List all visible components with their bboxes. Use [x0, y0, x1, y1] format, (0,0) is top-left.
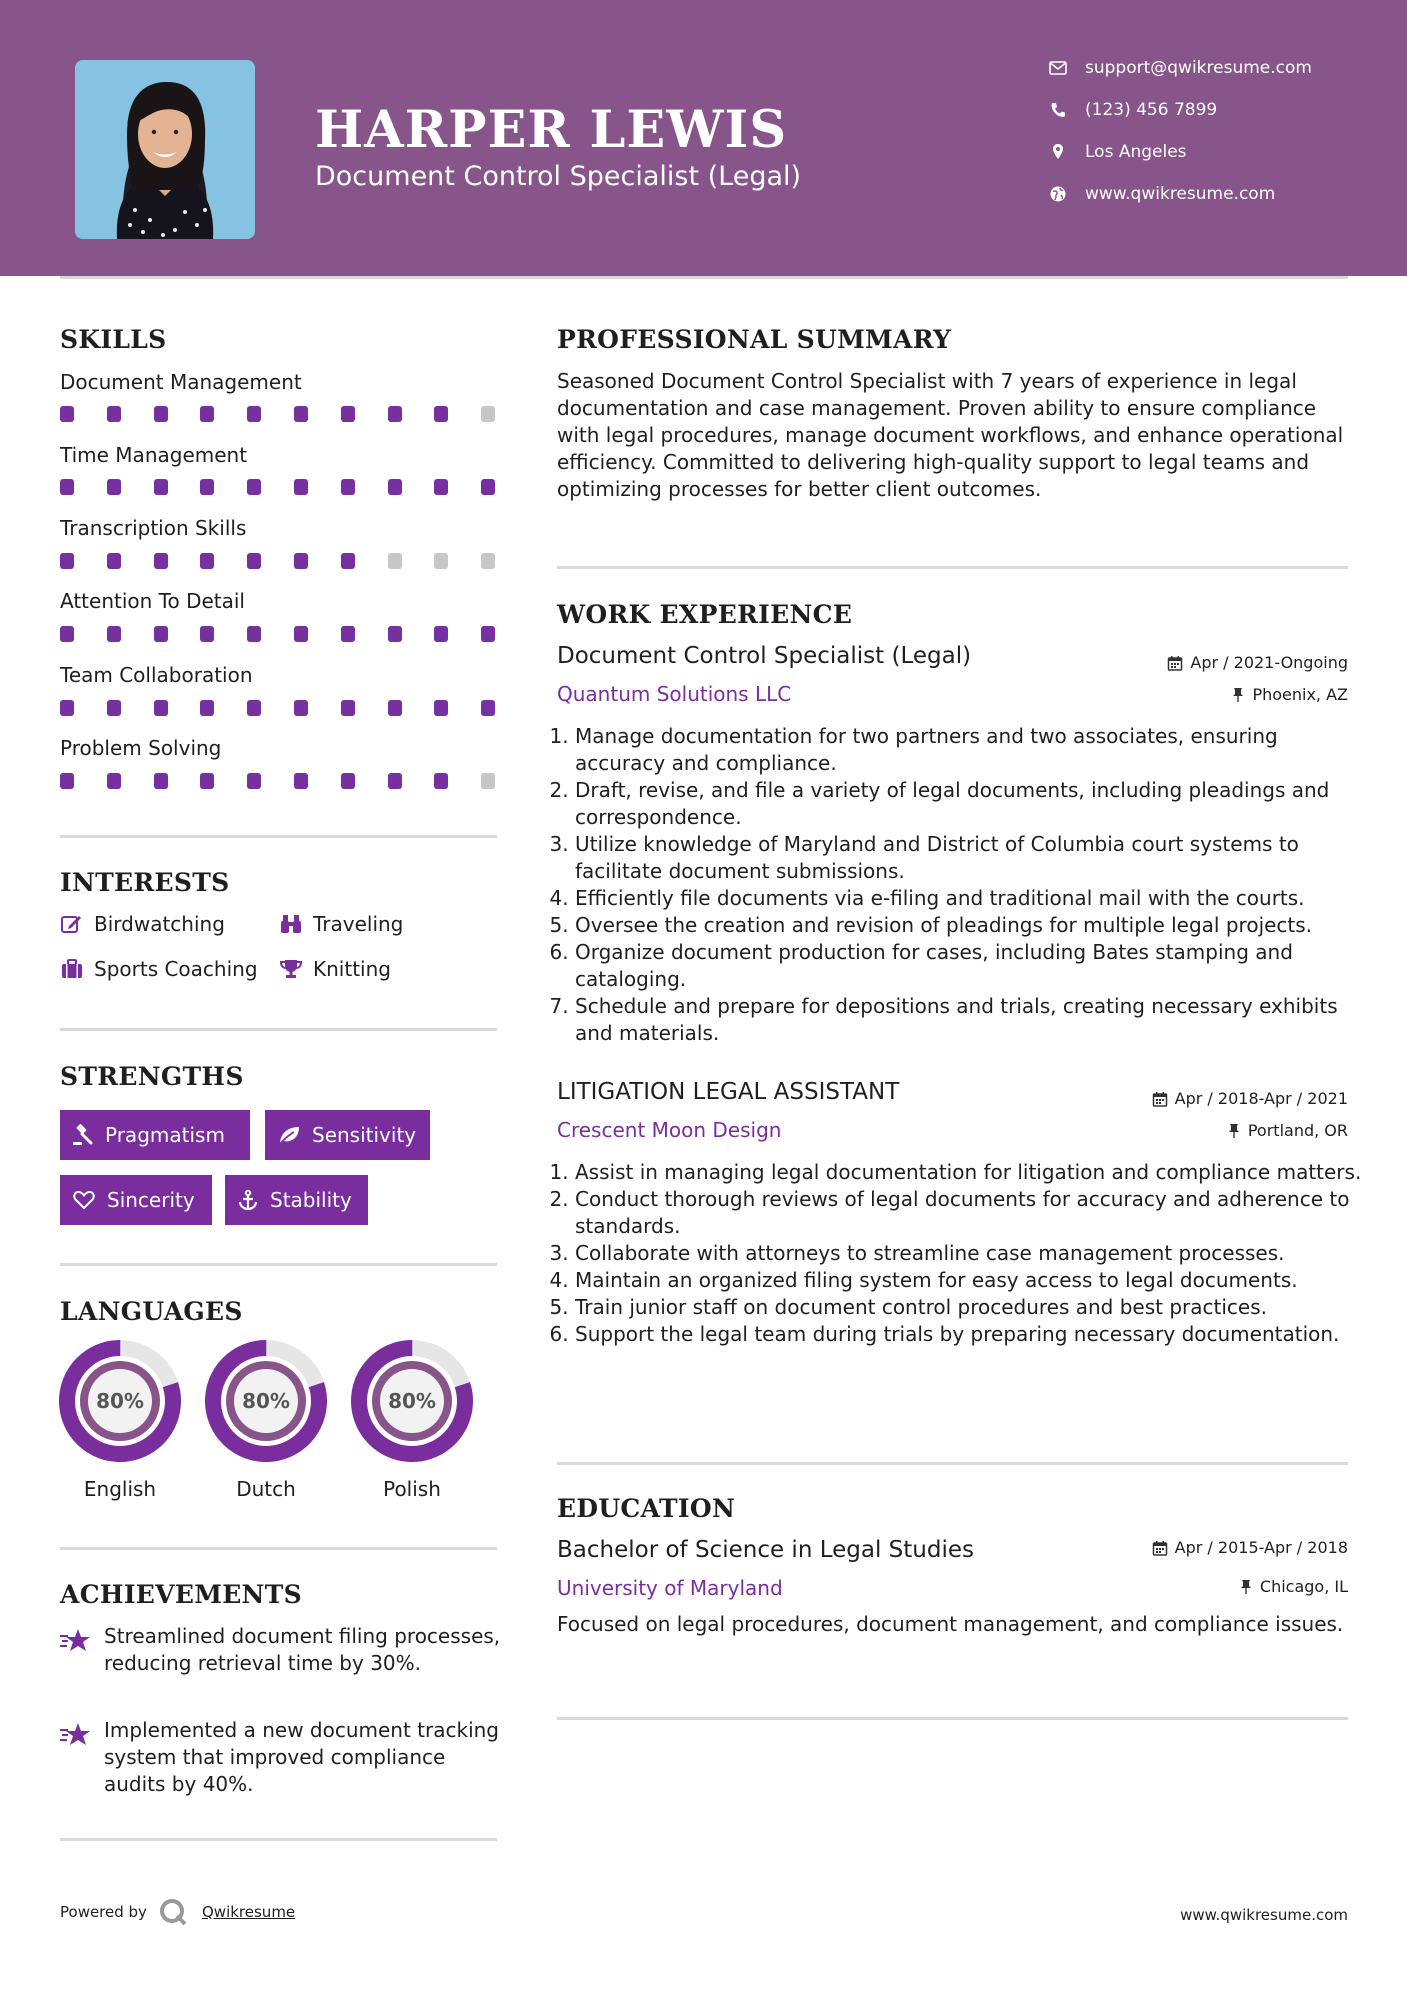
- briefcase-icon: [60, 958, 84, 980]
- contact-website[interactable]: [1048, 184, 1275, 204]
- interest-item: [60, 957, 258, 981]
- skill-dot: [247, 479, 261, 495]
- duty-item: 7. Schedule and prepare for depositions and trials, creating necessary exhibits and materials.: [575, 993, 1365, 1047]
- skill-dot: [247, 406, 261, 422]
- job-location-text: Portland, OR: [1247, 1121, 1348, 1140]
- job-location-text: Phoenix, AZ: [1252, 685, 1348, 704]
- language-gauge: [59, 1340, 181, 1462]
- education-heading: EDUCATION: [557, 1494, 736, 1523]
- skill-dot: [200, 773, 214, 789]
- skill-dot: [60, 700, 74, 716]
- contact-email-text: support@qwikresume.com: [1085, 58, 1312, 78]
- skill-dot: [481, 479, 495, 495]
- calendar-icon: [1152, 1091, 1168, 1107]
- language-name: Polish: [383, 1477, 441, 1501]
- skill-dot: [481, 553, 495, 569]
- skill-dot: [200, 700, 214, 716]
- profile-photo: [75, 60, 255, 239]
- skill-dot: [107, 406, 121, 422]
- duty-item: 6. Organize document production for cases, including Bates stamping and cataloging.: [575, 939, 1365, 993]
- education-location: [1239, 1577, 1348, 1596]
- strength-label: Pragmatism: [105, 1123, 225, 1147]
- strength-label: Sincerity: [107, 1188, 195, 1212]
- interest-label: Traveling: [313, 912, 404, 936]
- job-location: [1227, 1121, 1348, 1140]
- skill-dot: [247, 773, 261, 789]
- skill-dot: [200, 479, 214, 495]
- skill-dot: [388, 700, 402, 716]
- skill-name: Time Management: [60, 443, 248, 467]
- skill-dot: [154, 626, 168, 642]
- skill-dot: [434, 479, 448, 495]
- interest-item: [60, 912, 225, 936]
- skill-dot: [154, 700, 168, 716]
- skill-dot: [481, 626, 495, 642]
- strength-label: Sensitivity: [312, 1123, 417, 1147]
- languages-heading: LANGUAGES: [60, 1297, 243, 1326]
- heart-icon: [72, 1189, 96, 1211]
- job-dates: [1152, 1089, 1348, 1108]
- skill-dot: [247, 553, 261, 569]
- job-duties: [557, 723, 1365, 1047]
- skill-dot: [294, 479, 308, 495]
- job-title: Document Control Specialist (Legal): [557, 643, 972, 669]
- section-divider: [60, 1263, 497, 1266]
- summary-text: Seasoned Document Control Specialist with 7 years of experience in legal documentation and case management. Proven ability to ensure compliance with legal procedures, manage document workflows, and enhance operational efficiency. Committed to delivering high-quality support to legal teams and optimizing processes for better client outcomes.: [557, 369, 1344, 501]
- binoculars-icon: [279, 913, 303, 935]
- skill-name: Team Collaboration: [60, 663, 253, 687]
- language-percent: 80%: [242, 1389, 290, 1413]
- strengths-heading: STRENGTHS: [60, 1062, 244, 1091]
- skill-dot: [247, 700, 261, 716]
- skill-dot: [200, 406, 214, 422]
- duty-item: 5. Oversee the creation and revision of pleadings for multiple legal projects.: [575, 912, 1365, 939]
- qwikresume-logo-icon: [158, 1897, 188, 1927]
- skill-name: Document Management: [60, 370, 302, 394]
- duty-item: 3. Collaborate with attorneys to streamline case management processes.: [575, 1240, 1365, 1267]
- skill-dot: [434, 700, 448, 716]
- skill-dot: [107, 479, 121, 495]
- language-donut: [205, 1340, 327, 1462]
- contact-location: [1048, 142, 1187, 162]
- skill-name: Problem Solving: [60, 736, 222, 760]
- skill-dot: [388, 773, 402, 789]
- interest-item: [279, 912, 403, 936]
- school-name: University of Maryland: [557, 1576, 783, 1600]
- skill-dot: [154, 553, 168, 569]
- pushpin-icon: [1239, 1579, 1253, 1595]
- job-location: [1231, 685, 1348, 704]
- duty-item: 1. Assist in managing legal documentation for litigation and compliance matters.: [575, 1159, 1365, 1186]
- globe-icon: [1048, 184, 1068, 204]
- person-portrait-icon: [75, 60, 255, 239]
- brand-link[interactable]: Qwikresume: [202, 1903, 296, 1921]
- skill-dot: [154, 479, 168, 495]
- skill-dot: [294, 406, 308, 422]
- interests-heading: INTERESTS: [60, 868, 230, 897]
- skill-dot: [107, 553, 121, 569]
- section-divider: [557, 566, 1348, 569]
- achievements-heading: ACHIEVEMENTS: [60, 1580, 302, 1609]
- degree-title: Bachelor of Science in Legal Studies: [557, 1537, 974, 1563]
- duty-item: 2. Draft, revise, and file a variety of legal documents, including pleadings and correspondence.: [575, 777, 1365, 831]
- skill-dot: [481, 406, 495, 422]
- skill-dot: [154, 406, 168, 422]
- skill-dot: [200, 626, 214, 642]
- duty-item: 6. Support the legal team during trials by preparing necessary documentation.: [575, 1321, 1365, 1348]
- language-percent: 80%: [388, 1389, 436, 1413]
- skill-dot: [341, 700, 355, 716]
- skill-dot: [107, 700, 121, 716]
- resume-header: [0, 0, 1407, 276]
- edit-icon: [60, 913, 84, 935]
- strength-badge: [225, 1175, 368, 1225]
- calendar-icon: [1167, 655, 1183, 671]
- skill-dot: [434, 626, 448, 642]
- skills-heading: SKILLS: [60, 325, 167, 354]
- skill-dot: [341, 626, 355, 642]
- experience-heading: WORK EXPERIENCE: [557, 600, 853, 629]
- company-name: Crescent Moon Design: [557, 1118, 782, 1142]
- skill-dot: [388, 406, 402, 422]
- skill-dot: [341, 553, 355, 569]
- duty-item: 2. Conduct thorough reviews of legal documents for accuracy and adherence to standards.: [575, 1186, 1365, 1240]
- contact-location-text: Los Angeles: [1085, 142, 1187, 162]
- education-description: Focused on legal procedures, document management, and compliance issues.: [557, 1612, 1344, 1636]
- skill-dot: [200, 553, 214, 569]
- skill-dot: [60, 479, 74, 495]
- language-donut: [351, 1340, 473, 1462]
- section-divider: [557, 1717, 1348, 1720]
- candidate-name: HARPER LEWIS: [315, 100, 788, 160]
- skill-dot: [388, 626, 402, 642]
- job-title: LITIGATION LEGAL ASSISTANT: [557, 1079, 900, 1105]
- footer-website[interactable]: www.qwikresume.com: [1180, 1906, 1348, 1924]
- skill-name: Transcription Skills: [60, 516, 247, 540]
- skill-dot: [434, 773, 448, 789]
- skill-dot: [107, 626, 121, 642]
- skill-dot: [60, 406, 74, 422]
- duty-item: 1. Manage documentation for two partners and two associates, ensuring accuracy and compliance.: [575, 723, 1365, 777]
- skill-dot: [434, 553, 448, 569]
- skill-dot: [60, 553, 74, 569]
- trophy-icon: [279, 958, 303, 980]
- contact-phone[interactable]: [1048, 100, 1217, 120]
- skill-dot: [341, 773, 355, 789]
- candidate-title: Document Control Specialist (Legal): [315, 161, 802, 192]
- section-divider: [60, 1547, 497, 1550]
- skill-dot: [294, 700, 308, 716]
- skill-dot: [434, 406, 448, 422]
- job-duties: [557, 1159, 1365, 1348]
- map-pin-icon: [1048, 142, 1068, 162]
- education-location-text: Chicago, IL: [1259, 1577, 1348, 1596]
- contact-website-text: www.qwikresume.com: [1085, 184, 1276, 204]
- leaf-icon: [277, 1124, 301, 1146]
- strength-badge: [60, 1175, 212, 1225]
- language-gauge: [351, 1340, 473, 1462]
- skill-dot: [60, 626, 74, 642]
- skill-dot: [388, 479, 402, 495]
- language-percent: 80%: [96, 1389, 144, 1413]
- pushpin-icon: [1227, 1123, 1241, 1139]
- interest-label: Knitting: [313, 957, 391, 981]
- language-donut: [59, 1340, 181, 1462]
- job-dates: [1167, 653, 1348, 672]
- powered-by-label: Powered by: [60, 1903, 147, 1921]
- calendar-icon: [1152, 1540, 1168, 1556]
- header-divider: [60, 276, 1348, 279]
- star-achievement-icon: [60, 1721, 92, 1749]
- contact-email[interactable]: [1048, 58, 1312, 78]
- strength-badge: [60, 1110, 250, 1160]
- skill-dot: [294, 773, 308, 789]
- job-dates-text: Apr / 2021-Ongoing: [1190, 653, 1348, 672]
- gavel-icon: [72, 1124, 94, 1146]
- skill-dot: [341, 406, 355, 422]
- section-divider: [60, 835, 497, 838]
- education-dates-text: Apr / 2015-Apr / 2018: [1174, 1538, 1348, 1557]
- section-divider: [557, 1462, 1348, 1465]
- strength-badge: [265, 1110, 430, 1160]
- skill-dot: [341, 479, 355, 495]
- duty-item: 4. Efficiently file documents via e-filing and traditional mail with the courts.: [575, 885, 1365, 912]
- section-divider: [60, 1838, 497, 1841]
- skill-dot: [481, 773, 495, 789]
- contact-phone-text: (123) 456 7899: [1085, 100, 1218, 120]
- interest-label: Birdwatching: [94, 912, 225, 936]
- skill-dot: [481, 700, 495, 716]
- pushpin-icon: [1231, 687, 1245, 703]
- language-gauge: [205, 1340, 327, 1462]
- language-name: Dutch: [236, 1477, 296, 1501]
- section-divider: [60, 1028, 497, 1031]
- skill-dot: [388, 553, 402, 569]
- skill-dot: [294, 626, 308, 642]
- skill-dot: [107, 773, 121, 789]
- star-achievement-icon: [60, 1627, 92, 1655]
- phone-icon: [1048, 100, 1068, 120]
- company-name: Quantum Solutions LLC: [557, 682, 792, 706]
- duty-item: 3. Utilize knowledge of Maryland and District of Columbia court systems to facilitate document submissions.: [575, 831, 1365, 885]
- skill-dot: [154, 773, 168, 789]
- duty-item: 5. Train junior staff on document control procedures and best practices.: [575, 1294, 1365, 1321]
- achievement-text: Streamlined document filing processes, reducing retrieval time by 30%.: [104, 1624, 501, 1675]
- language-name: English: [83, 1477, 157, 1501]
- strength-label: Stability: [270, 1188, 352, 1212]
- achievement-text: Implemented a new document tracking system that improved compliance audits by 40%.: [104, 1718, 499, 1796]
- skill-dot: [60, 773, 74, 789]
- skill-name: Attention To Detail: [60, 589, 245, 613]
- skill-dot: [247, 626, 261, 642]
- summary-heading: PROFESSIONAL SUMMARY: [557, 325, 952, 354]
- envelope-icon: [1048, 58, 1068, 78]
- skill-dot: [294, 553, 308, 569]
- job-dates-text: Apr / 2018-Apr / 2021: [1174, 1089, 1348, 1108]
- interest-item: [279, 957, 391, 981]
- anchor-icon: [237, 1189, 259, 1211]
- education-dates: [1152, 1538, 1348, 1557]
- duty-item: 4. Maintain an organized filing system for easy access to legal documents.: [575, 1267, 1365, 1294]
- interest-label: Sports Coaching: [94, 957, 258, 981]
